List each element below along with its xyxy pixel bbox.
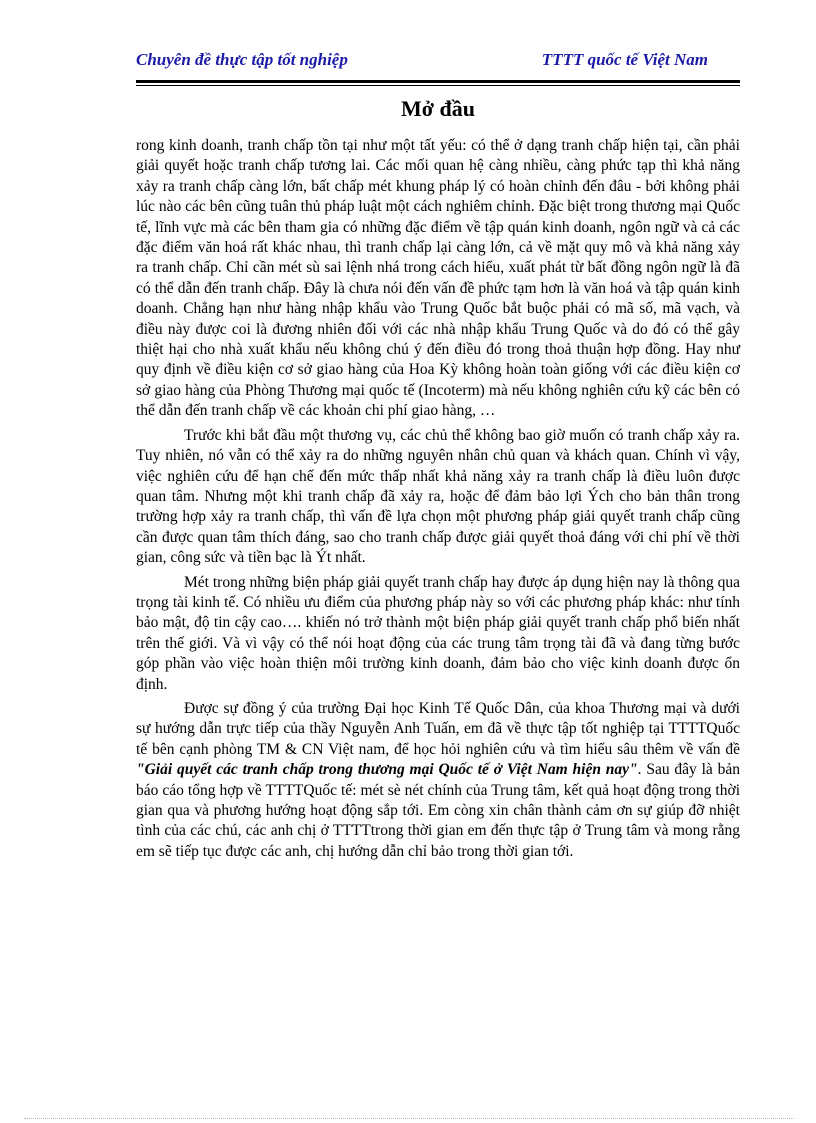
header-rule	[136, 80, 740, 83]
paragraph-2: Trước khi bắt đầu một thương vụ, các chủ thể không bao giờ muốn có tranh chấp xảy ra. Tuy nhiên, nó vẫn có thể xảy ra do những nguyên nhân chủ quan và khách quan. Chính vì vậy, việc nghiên cứu để hạn chế đến mức thấp nhất khả năng xảy ra tranh chấp là điều luôn được quan tâm. Nhưng một khi tranh chấp đã xảy ra, hoặc để đảm bảo lợi Ých cho bản thân trong trường hợp xảy ra tranh chấp, thì vấn đề lựa chọn một phương pháp giải quyết tranh chấp cũng cần được quan tâm thích đáng, sao cho tranh chấp được giải quyết thoả đáng với chi phí về thời gian, công sức và tiền bạc là Ýt nhất.	[136, 426, 740, 567]
paragraph-1: rong kinh doanh, tranh chấp tồn tại như một tất yếu: có thể ở dạng tranh chấp hiện tại, cần phải giải quyết hoặc tranh chấp tương lai. Các mối quan hệ càng nhiều, càng phức tạp thì khả năng xảy ra tranh chấp càng lớn, bất chấp mét khung pháp lý có hoàn chỉnh đến đâu - bởi không phải lúc nào các bên cũng tuân thủ pháp luật một cách nghiêm chỉnh. Đặc biệt trong thương mại Quốc tế, lĩnh vực mà các bên tham gia có những đặc điểm về tập quán kinh doanh, ngôn ngữ và cả các đặc điểm văn hoá rất khác nhau, thì tranh chấp lại càng lớn, cả về mặt quy mô và khả năng xảy ra tranh chấp. Chỉ cần mét sù sai lệnh nhá trong cách hiểu, xuất phát từ bất đồng ngôn ngữ là đã có thể dẫn đến tranh chấp. Đây là chưa nói đến vấn đề phức tạm hơn là văn hoá và tập quán kinh doanh. Chẳng hạn như hàng nhập khẩu vào Trung Quốc bắt buộc phải có mã số, mã vạch, và điều này được coi là đương nhiên đối với các nhà nhập khẩu Trung Quốc và do đó có thể gây thiệt hại cho nhà xuất khẩu nếu không chú ý đến điều đó trong thoả thuận hợp đồng. Hay như quy định về điều kiện cơ sở giao hàng của Hoa Kỳ không hoàn toàn giống với các điều kiện cơ sở giao hàng của Phòng Thương mại quốc tế (Incoterm) mà nếu không nghiên cứu kỹ các bên có thể dẫn đến tranh chấp về các khoản chi phí giao hàng, …	[136, 137, 740, 420]
document-body	[136, 136, 740, 866]
paragraph-4-topic-title: "Giải quyết các tranh chấp trong thương mại Quốc tế ở Việt Nam hiện nay"	[136, 761, 638, 779]
page-title: Mở đầu	[401, 96, 475, 121]
page-header	[136, 50, 740, 72]
paragraph-3: Mét trong những biện pháp giải quyết tranh chấp hay được áp dụng hiện nay là thông qua trọng tài kinh tế. Có nhiều ưu điểm của phương pháp này so với các phương pháp khác: như tính bảo mật, độ tin cậy cao…. khiến nó trở thành một biện pháp giải quyết tranh chấp phổ biến nhất trên thế giới. Và vì vậy có thể nói hoạt động của các trung tâm trọng tài đã và đang từng bước góp phần vào việc hoàn thiện môi trường kinh doanh, đảm bảo cho việc kinh doanh được ổn định.	[136, 573, 740, 693]
paragraph-4-text-after: . Sau đây là bản báo cáo tổng hợp về TTTTQuốc tế: mét sè nét chính của Trung tâm, kết quả hoạt động trong thời gian qua và phương hướng hoạt động sắp tới. Em còng xin chân thành cảm ơn sự giúp đỡ nhiệt tình của các chú, các anh chị ở TTTTtrong thời gian em đến thực tập ở Trung tâm và mong rằng em sẽ tiếp tục được các anh, chị hướng dẫn chỉ bảo trong thời gian tới.	[136, 761, 740, 860]
paragraph-4	[136, 699, 740, 862]
header-rule-thin	[136, 85, 740, 86]
footer-dotted-line	[24, 1118, 794, 1119]
header-left-text: Chuyên đề thực tập tốt nghiệp	[136, 50, 348, 69]
header-right-text: TTTT quốc tế Việt Nam	[541, 50, 708, 69]
paragraph-4-text-before: Được sự đồng ý của trường Đại học Kinh Tế Quốc Dân, của khoa Thương mại và dưới sự hướng dẫn trực tiếp của thầy Nguyễn Anh Tuấn, em đã về thực tập tốt nghiệp tại TTTTQuốc tế bên cạnh phòng TM & CN Việt nam, để học hỏi nghiên cứu và tìm hiểu sâu thêm về vấn đề	[136, 699, 740, 758]
